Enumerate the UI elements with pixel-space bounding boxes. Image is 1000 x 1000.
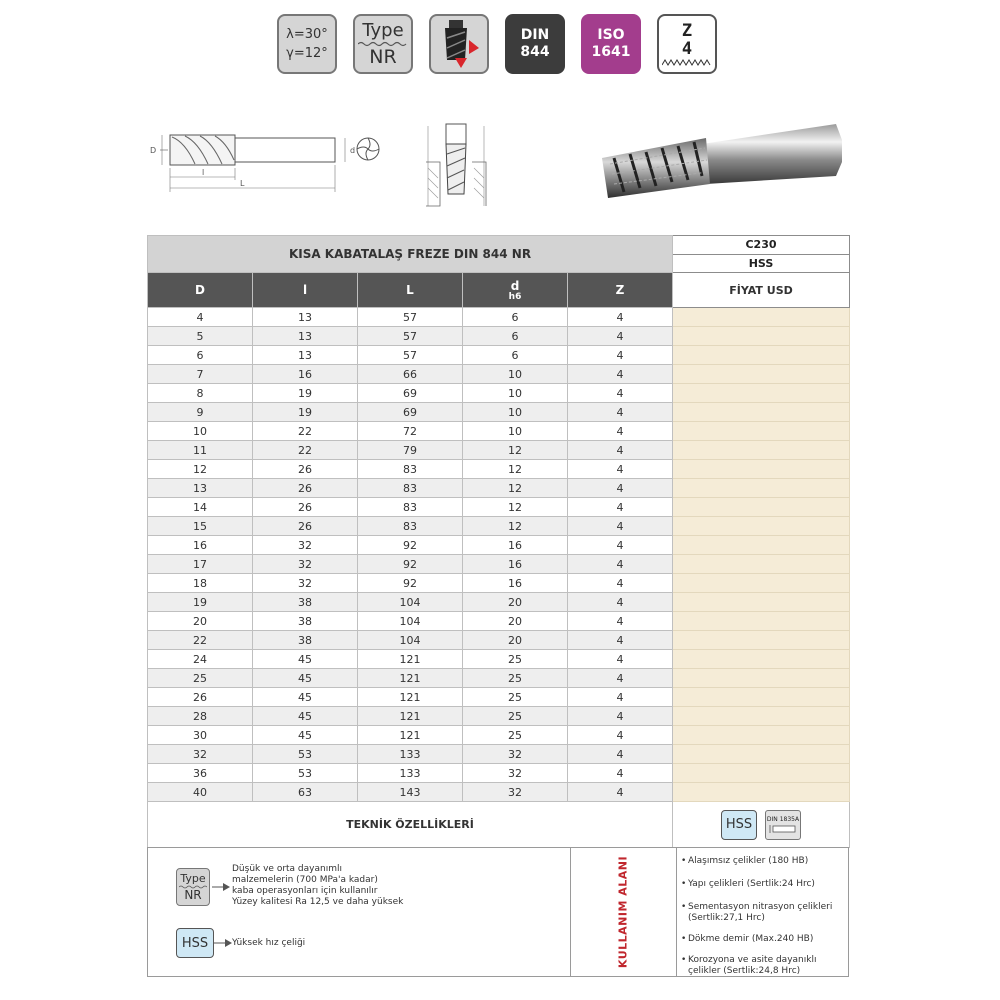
cell-l: 13 [253, 308, 358, 327]
cell-Z: 4 [568, 612, 673, 631]
type-label: Type [362, 20, 404, 41]
cell-Z: 4 [568, 593, 673, 612]
cell-D: 19 [148, 593, 253, 612]
col-header-d-label: d [510, 278, 520, 293]
table-row [148, 726, 850, 745]
table-row [148, 327, 850, 346]
cell-Z: 4 [568, 498, 673, 517]
price-cell [673, 764, 850, 783]
cell-Z: 4 [568, 631, 673, 650]
cell-l: 53 [253, 745, 358, 764]
cell-L: 104 [358, 631, 463, 650]
price-cell [673, 536, 850, 555]
price-cell [673, 346, 850, 365]
table-row [148, 498, 850, 517]
cell-l: 38 [253, 631, 358, 650]
cell-D: 14 [148, 498, 253, 517]
type-desc-line: kaba operasyonları için kullanılır [232, 886, 378, 896]
table-row [148, 764, 850, 783]
cutting-direction-badge [429, 14, 489, 74]
gamma-angle: γ=12° [286, 46, 328, 61]
cell-D: 7 [148, 365, 253, 384]
cell-d: 6 [463, 346, 568, 365]
cell-l: 19 [253, 384, 358, 403]
usage-item: • Korozyona ve asite dayanıklı çelikler (Sertlik:24,8 Hrc) [678, 955, 848, 977]
cell-Z: 4 [568, 308, 673, 327]
type-desc-line: malzemelerin (700 MPa'a kadar) [232, 875, 378, 885]
table-row [148, 365, 850, 384]
cell-D: 16 [148, 536, 253, 555]
cell-L: 66 [358, 365, 463, 384]
usage-item: • Yapı çelikleri (Sertlik:24 Hrc) [678, 879, 848, 890]
cell-D: 32 [148, 745, 253, 764]
table-row [148, 669, 850, 688]
price-cell [673, 726, 850, 745]
price-cell [673, 612, 850, 631]
cell-l: 16 [253, 365, 358, 384]
type-nr-description [232, 864, 432, 908]
cell-D: 30 [148, 726, 253, 745]
cell-d: 6 [463, 327, 568, 346]
cell-D: 20 [148, 612, 253, 631]
cell-L: 57 [358, 327, 463, 346]
z-label: Z [681, 21, 693, 41]
cell-Z: 4 [568, 327, 673, 346]
cell-D: 25 [148, 669, 253, 688]
cell-L: 104 [358, 612, 463, 631]
usage-item: • Sementasyon nitrasyon çelikleri (Sertlik:27,1 Hrc) [678, 902, 848, 924]
cell-D: 11 [148, 441, 253, 460]
lambda-angle: λ=30° [286, 27, 328, 42]
legend-hss-badge: HSS [176, 928, 214, 958]
end-view-drawing [355, 136, 381, 162]
cell-Z: 4 [568, 365, 673, 384]
cell-Z: 4 [568, 669, 673, 688]
price-header: FİYAT USD [673, 273, 850, 308]
cell-Z: 4 [568, 726, 673, 745]
cell-d: 32 [463, 764, 568, 783]
cell-l: 19 [253, 403, 358, 422]
cell-l: 26 [253, 517, 358, 536]
cell-D: 36 [148, 764, 253, 783]
cell-l: 45 [253, 650, 358, 669]
cell-Z: 4 [568, 422, 673, 441]
cell-l: 32 [253, 536, 358, 555]
product-code: C230 [673, 236, 850, 255]
cell-D: 26 [148, 688, 253, 707]
iso-1641-badge [581, 14, 641, 74]
hss-description: Yüksek hız çeliği [232, 938, 306, 948]
price-cell [673, 707, 850, 726]
cell-L: 133 [358, 745, 463, 764]
cell-D: 13 [148, 479, 253, 498]
table-title: KISA KABATALAŞ FREZE DIN 844 NR [148, 236, 673, 273]
legend-type-label: Type [180, 871, 206, 885]
price-cell [673, 688, 850, 707]
table-row [148, 574, 850, 593]
cell-d: 16 [463, 555, 568, 574]
cell-d: 32 [463, 783, 568, 802]
cell-D: 17 [148, 555, 253, 574]
table-row [148, 783, 850, 802]
cell-L: 83 [358, 517, 463, 536]
table-row [148, 308, 850, 327]
cell-L: 83 [358, 460, 463, 479]
cell-d: 12 [463, 441, 568, 460]
price-cell [673, 783, 850, 802]
cell-Z: 4 [568, 460, 673, 479]
cell-Z: 4 [568, 555, 673, 574]
table-row [148, 479, 850, 498]
cell-Z: 4 [568, 403, 673, 422]
cell-l: 22 [253, 422, 358, 441]
table-row [148, 593, 850, 612]
cell-D: 4 [148, 308, 253, 327]
table-row [148, 536, 850, 555]
cell-Z: 4 [568, 517, 673, 536]
table-row [148, 346, 850, 365]
cell-L: 121 [358, 650, 463, 669]
price-cell [673, 403, 850, 422]
cell-L: 92 [358, 555, 463, 574]
helix-angle-badge [277, 14, 337, 74]
cell-D: 5 [148, 327, 253, 346]
type-desc-line: Yüzey kalitesi Ra 12,5 ve daha yüksek [232, 897, 404, 907]
price-cell [673, 555, 850, 574]
cell-L: 133 [358, 764, 463, 783]
arrow-right-icon [212, 882, 230, 892]
cell-L: 143 [358, 783, 463, 802]
cell-D: 24 [148, 650, 253, 669]
col-header-L: L [358, 273, 463, 308]
cell-Z: 4 [568, 479, 673, 498]
iso-label: ISO [597, 27, 625, 43]
cell-D: 28 [148, 707, 253, 726]
table-row [148, 745, 850, 764]
cell-d: 10 [463, 403, 568, 422]
table-row [148, 650, 850, 669]
cell-Z: 4 [568, 650, 673, 669]
price-cell [673, 460, 850, 479]
table-row [148, 688, 850, 707]
price-cell [673, 631, 850, 650]
cell-l: 45 [253, 688, 358, 707]
cell-L: 83 [358, 498, 463, 517]
table-row [148, 555, 850, 574]
cell-l: 13 [253, 346, 358, 365]
cell-D: 10 [148, 422, 253, 441]
cell-l: 26 [253, 460, 358, 479]
cell-L: 72 [358, 422, 463, 441]
cell-d: 6 [463, 308, 568, 327]
flute-count-badge [657, 14, 717, 74]
iso-number: 1641 [591, 44, 631, 60]
product-table [147, 235, 850, 848]
cell-D: 8 [148, 384, 253, 403]
cell-L: 104 [358, 593, 463, 612]
cell-l: 22 [253, 441, 358, 460]
col-header-d-tolerance: h6 [508, 291, 522, 302]
cell-L: 121 [358, 669, 463, 688]
col-header-l: l [253, 273, 358, 308]
cell-d: 25 [463, 669, 568, 688]
technical-specs-label: TEKNİK ÖZELLİKLERİ [148, 802, 673, 848]
price-cell [673, 650, 850, 669]
dim-D: D [150, 146, 157, 155]
cell-L: 121 [358, 707, 463, 726]
cell-d: 10 [463, 384, 568, 403]
cell-d: 20 [463, 593, 568, 612]
cell-L: 83 [358, 479, 463, 498]
cell-D: 15 [148, 517, 253, 536]
table-row [148, 517, 850, 536]
cell-D: 22 [148, 631, 253, 650]
table-body [148, 308, 850, 802]
cell-d: 32 [463, 745, 568, 764]
cell-d: 25 [463, 726, 568, 745]
cell-d: 12 [463, 517, 568, 536]
cell-L: 69 [358, 384, 463, 403]
cell-L: 57 [358, 308, 463, 327]
price-cell [673, 365, 850, 384]
shank-din-label: DIN 1835A [766, 815, 800, 823]
cell-d: 25 [463, 650, 568, 669]
cell-D: 12 [148, 460, 253, 479]
cell-l: 45 [253, 669, 358, 688]
cell-Z: 4 [568, 346, 673, 365]
usage-area-label: KULLANIM ALANI [616, 855, 630, 969]
cell-d: 12 [463, 479, 568, 498]
usage-list-cell [678, 848, 848, 976]
usage-list [678, 856, 848, 977]
table-row [148, 384, 850, 403]
cell-l: 45 [253, 707, 358, 726]
tech-icons-cell [673, 802, 850, 848]
serration-icon [662, 58, 712, 66]
cell-D: 18 [148, 574, 253, 593]
usage-label-cell [570, 848, 677, 976]
cell-d: 25 [463, 688, 568, 707]
cell-Z: 4 [568, 783, 673, 802]
cell-d: 20 [463, 612, 568, 631]
dim-d: d [350, 146, 356, 155]
cell-l: 45 [253, 726, 358, 745]
type-value: NR [369, 46, 397, 68]
price-cell [673, 384, 850, 403]
cell-L: 79 [358, 441, 463, 460]
col-header-Z: Z [568, 273, 673, 308]
cell-D: 6 [148, 346, 253, 365]
cell-l: 26 [253, 498, 358, 517]
price-cell [673, 479, 850, 498]
side-view-drawing [140, 120, 380, 200]
cell-l: 26 [253, 479, 358, 498]
shank-din-badge [765, 810, 801, 840]
cell-d: 12 [463, 498, 568, 517]
cell-d: 12 [463, 460, 568, 479]
cell-Z: 4 [568, 745, 673, 764]
cell-L: 69 [358, 403, 463, 422]
cell-L: 121 [358, 726, 463, 745]
usage-item: • Alaşımsız çelikler (180 HB) [678, 856, 848, 867]
table-row [148, 631, 850, 650]
cell-L: 121 [358, 688, 463, 707]
cell-D: 9 [148, 403, 253, 422]
table-row [148, 441, 850, 460]
usage-item: • Dökme demir (Max.240 HB) [678, 934, 848, 945]
din-844-badge [505, 14, 565, 74]
cell-L: 92 [358, 536, 463, 555]
cell-d: 16 [463, 574, 568, 593]
operation-drawing [420, 122, 492, 208]
cell-d: 16 [463, 536, 568, 555]
cell-Z: 4 [568, 536, 673, 555]
legend-left [148, 848, 571, 976]
table-row [148, 460, 850, 479]
price-cell [673, 327, 850, 346]
price-cell [673, 745, 850, 764]
dim-l: l [202, 168, 205, 177]
cell-L: 92 [358, 574, 463, 593]
cell-d: 25 [463, 707, 568, 726]
cell-l: 13 [253, 327, 358, 346]
cylindrical-shank-icon [769, 824, 797, 834]
price-cell [673, 669, 850, 688]
price-cell [673, 498, 850, 517]
cell-l: 63 [253, 783, 358, 802]
col-header-d [463, 273, 568, 308]
cutter-direction-icon [435, 18, 483, 70]
z-value: 4 [681, 39, 693, 59]
legend-panel [147, 847, 849, 977]
legend-type-nr-badge [176, 868, 210, 906]
price-cell [673, 441, 850, 460]
cell-d: 20 [463, 631, 568, 650]
table-row [148, 403, 850, 422]
hss-badge: HSS [721, 810, 757, 840]
dim-L: L [240, 179, 245, 188]
table-row [148, 612, 850, 631]
cell-l: 32 [253, 555, 358, 574]
type-nr-badge [353, 14, 413, 74]
cell-l: 53 [253, 764, 358, 783]
cell-Z: 4 [568, 441, 673, 460]
material-label: HSS [673, 254, 850, 273]
cell-l: 32 [253, 574, 358, 593]
price-cell [673, 422, 850, 441]
end-mill-render [590, 118, 850, 204]
price-cell [673, 593, 850, 612]
table-row [148, 422, 850, 441]
cell-d: 10 [463, 422, 568, 441]
col-header-D: D [148, 273, 253, 308]
cell-L: 57 [358, 346, 463, 365]
din-number: 844 [520, 44, 550, 60]
price-cell [673, 574, 850, 593]
cell-Z: 4 [568, 764, 673, 783]
price-cell [673, 517, 850, 536]
cell-l: 38 [253, 612, 358, 631]
cell-Z: 4 [568, 384, 673, 403]
price-cell [673, 308, 850, 327]
type-desc-line: Düşük ve orta dayanımlı [232, 864, 342, 874]
cell-d: 10 [463, 365, 568, 384]
arrow-right-icon [214, 938, 232, 948]
cell-l: 38 [253, 593, 358, 612]
table-row [148, 707, 850, 726]
cell-D: 40 [148, 783, 253, 802]
cell-Z: 4 [568, 574, 673, 593]
cell-Z: 4 [568, 688, 673, 707]
legend-type-value: NR [184, 887, 202, 902]
cell-Z: 4 [568, 707, 673, 726]
din-label: DIN [520, 27, 550, 43]
